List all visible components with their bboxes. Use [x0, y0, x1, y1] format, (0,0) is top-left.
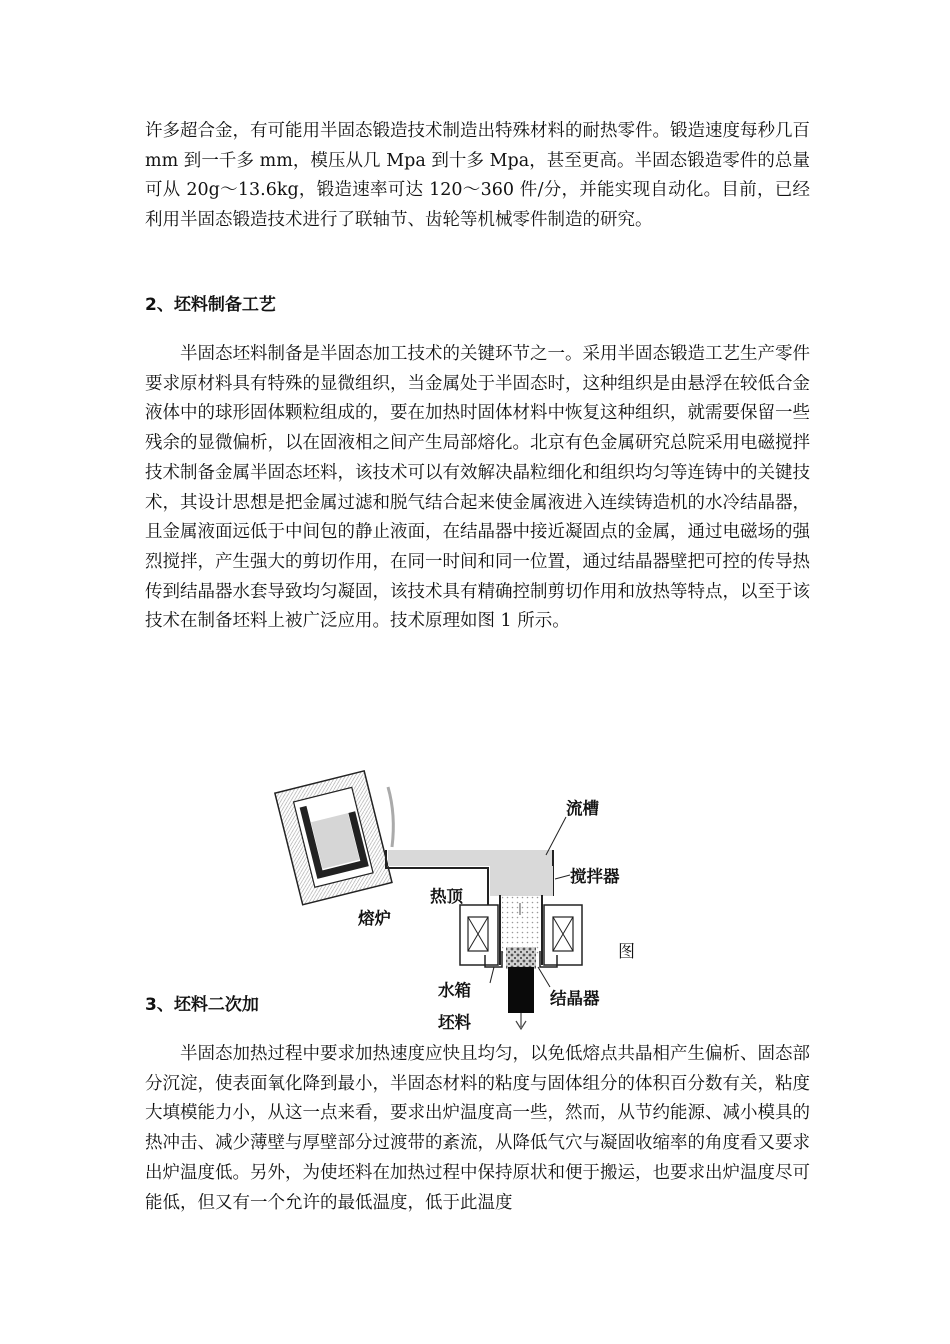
- stirrer-coil-left: [460, 905, 498, 965]
- figure-electromagnetic-stirring: [270, 755, 650, 1035]
- figure-caption: 图: [618, 942, 635, 962]
- label-crystallizer: 结晶器: [550, 989, 600, 1008]
- paragraph-forging-intro: 许多超合金，有可能用半固态锻造技术制造出特殊材料的耐热零件。锻造速度每秒几百 mm 到一千多 mm，模压从几 Mpa 到十多 Mpa，甚至更高。半固态锻造零件的总量可从 20g～13.6kg，锻造速率可达 120～360 件/分，并能实现自动化。目前，已经利用半固态锻造技术进行了联轴节、齿轮等机械零件制造的研究。: [145, 121, 810, 231]
- label-billet: 坯料: [438, 1013, 471, 1032]
- label-water-box: 水箱: [438, 981, 471, 1000]
- stirrer-coil-right: [544, 905, 582, 965]
- heading-secondary-heating: 3、坯料二次加: [145, 995, 259, 1015]
- label-furnace: 熔炉: [358, 909, 391, 928]
- billet-bar: [508, 967, 534, 1013]
- paragraph-billet-preparation: 半固态坯料制备是半固态加工技术的关键环节之一。采用半固态锻造工艺生产零件要求原材料具有特殊的显微组织，当金属处于半固态时，这种组织是由悬浮在较低合金液体中的球形固体颗粒组成的，要在加热时固体材料中恢复这种组织，就需要保留一些残余的显微偏析，以在固液相之间产生局部熔化。北京有色金属研究总院采用电磁搅拌技术制备金属半固态坯料，该技术可以有效解决晶粒细化和组织均匀等连铸中的关键技术，其设计思想是把金属过滤和脱气结合起来使金属液进入连续铸造机的水冷结晶器，且金属液面远低于中间包的静止液面，在结晶器中接近凝固点的金属，通过电磁场的强烈搅拌，产生强大的剪切作用，在同一时间和同一位置，通过结晶器壁把可控的传导热传到结晶器水套导致均匀凝固，该技术具有精确控制剪切作用和放热等特点，以至于该技术在制备坯料上被广泛应用。技术原理如图 1 所示。: [145, 344, 810, 632]
- semi-solid-zone: [506, 947, 536, 969]
- pouring-stream: [388, 787, 393, 847]
- label-launder: 流槽: [566, 799, 599, 818]
- furnace-icon: [275, 771, 392, 905]
- down-arrow-icon: [516, 1013, 526, 1029]
- heading-billet-preparation: 2、坯料制备工艺: [145, 295, 276, 315]
- hot-top-column: [502, 895, 540, 955]
- label-hot-top: 热顶: [430, 887, 463, 906]
- paragraph-secondary-heating: 半固态加热过程中要求加热速度应快且均匀，以免低熔点共晶相产生偏析、固态部分沉淀，使表面氧化降到最小，半固态材料的粘度与固体组分的体积百分数有关，粘度大填模能力小，从这一点来看，要求出炉温度高一些，然而，从节约能源、减小模具的热冲击、减少薄壁与厚壁部分过渡带的紊流，从降低气穴与凝固收缩率的角度看又要求出炉温度低。另外，为使坯料在加热过程中保持原状和便于搬运，也要求出炉温度尽可能低，但又有一个允许的最低温度，低于此温度: [145, 1044, 810, 1213]
- label-stirrer: 搅拌器: [570, 867, 620, 886]
